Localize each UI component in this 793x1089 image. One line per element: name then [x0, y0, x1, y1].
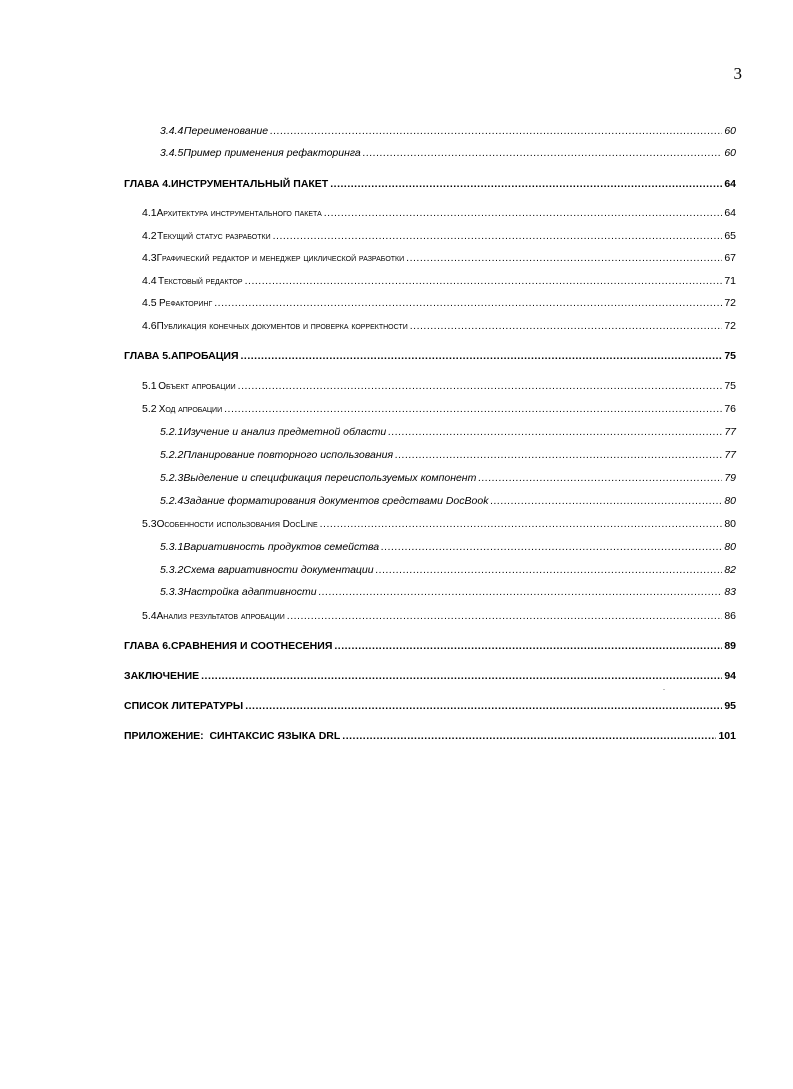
entry-title: Графический редактор и менеджер циклической разработки	[156, 253, 405, 264]
dot-leader	[324, 206, 723, 220]
dot-leader	[214, 296, 722, 310]
entry-page: 67	[724, 252, 736, 264]
toc-entry[interactable]	[124, 669, 736, 683]
entry-number: 5.2	[142, 403, 157, 415]
toc-entry[interactable]	[160, 425, 736, 439]
entry-title: Ход апробации	[158, 404, 223, 415]
entry-title: Задание форматирования документов средствами DocBook	[183, 495, 489, 507]
entry-title: Публикация конечных документов и проверка корректности	[156, 321, 408, 332]
entry-page: 76	[724, 403, 736, 415]
toc-entry[interactable]	[160, 585, 736, 599]
entry-page: 89	[724, 640, 736, 652]
dot-leader	[238, 379, 723, 393]
entry-number: ГЛАВА 4.	[124, 178, 171, 190]
dot-leader	[490, 494, 722, 508]
toc-entry[interactable]	[160, 494, 736, 508]
dot-leader	[287, 609, 723, 623]
toc-entry[interactable]	[160, 471, 736, 485]
entry-title: ПРИЛОЖЕНИЕ: СИНТАКСИС ЯЗЫКА DRL	[124, 730, 341, 742]
toc-entry[interactable]	[124, 177, 736, 191]
entry-number: ГЛАВА 6.	[124, 640, 171, 652]
dot-leader	[406, 251, 722, 265]
toc-entry[interactable]	[142, 206, 736, 221]
dot-leader	[273, 229, 723, 243]
dot-leader	[376, 563, 723, 577]
dot-leader	[201, 669, 722, 683]
entry-number: 4.3	[142, 252, 157, 264]
entry-page: 75	[724, 350, 736, 362]
entry-page: 72	[724, 297, 736, 309]
toc-entry[interactable]	[124, 699, 736, 713]
entry-title: Планирование повторного использования	[183, 449, 394, 461]
toc-entry[interactable]	[160, 124, 736, 138]
entry-number: 5.4	[142, 610, 157, 622]
entry-title: ЗАКЛЮЧЕНИЕ	[124, 670, 200, 682]
entry-page: 72	[724, 320, 736, 332]
dot-leader	[319, 585, 723, 599]
entry-title: Вариативность продуктов семейства	[183, 541, 380, 553]
dot-leader	[410, 319, 723, 333]
entry-number: 5.3.1	[160, 541, 184, 553]
entry-page: 80	[724, 518, 736, 530]
entry-number: 3.4.5	[160, 147, 184, 159]
entry-number: 5.2.3	[160, 472, 184, 484]
entry-page: 77	[724, 449, 736, 461]
entry-number: 4.5	[142, 297, 157, 309]
entry-page: 80	[724, 495, 736, 507]
toc-entry[interactable]	[142, 379, 736, 394]
entry-page: 95	[724, 700, 736, 712]
entry-page: 86	[724, 610, 736, 622]
toc-entry[interactable]	[160, 563, 736, 577]
entry-number: ГЛАВА 5.	[124, 350, 171, 362]
entry-title: Выделение и спецификация переиспользуемых компонент	[183, 472, 477, 484]
toc-entry[interactable]	[142, 319, 736, 334]
entry-number: 5.3	[142, 518, 157, 530]
dot-leader	[342, 729, 716, 743]
dot-leader	[245, 274, 723, 288]
scan-speck	[663, 689, 665, 690]
entry-title: Схема вариативности документации	[183, 564, 374, 576]
page-number: 3	[733, 64, 742, 83]
dot-leader	[330, 177, 722, 191]
entry-page: 64	[724, 207, 736, 219]
entry-number: 4.6	[142, 320, 157, 332]
entry-page: 60	[724, 147, 736, 159]
entry-title: Архитектура инструментального пакета	[156, 208, 322, 219]
entry-title: Пример применения рефакторинга	[183, 147, 361, 159]
toc-entry[interactable]	[142, 609, 736, 624]
dot-leader	[395, 448, 722, 462]
toc-entry[interactable]	[124, 639, 736, 653]
entry-page: 94	[724, 670, 736, 682]
entry-title: Текущий статус разработки	[157, 231, 271, 242]
entry-page: 79	[724, 472, 736, 484]
dot-leader	[320, 517, 723, 531]
toc-entry[interactable]	[142, 296, 736, 311]
entry-number: 5.2.2	[160, 449, 184, 461]
dot-leader	[224, 402, 722, 416]
entry-page: 80	[724, 541, 736, 553]
entry-number: 5.2.1	[160, 426, 184, 438]
entry-number: 4.1	[142, 207, 157, 219]
entry-page: 65	[724, 230, 736, 242]
toc-entry[interactable]	[124, 729, 736, 743]
entry-title: Рефакторинг	[159, 298, 213, 309]
entry-title: СПИСОК ЛИТЕРАТУРЫ	[124, 700, 244, 712]
entry-page: 64	[724, 178, 736, 190]
entry-title: Переименование	[183, 125, 269, 137]
entry-page: 83	[724, 586, 736, 598]
dot-leader	[478, 471, 722, 485]
entry-number: 5.2.4	[160, 495, 184, 507]
entry-title: Анализ результатов апробации	[156, 611, 285, 622]
entry-page: 60	[724, 125, 736, 137]
entry-title: АПРОБАЦИЯ	[170, 350, 239, 362]
dot-leader	[270, 124, 722, 138]
entry-page: 82	[724, 564, 736, 576]
dot-leader	[241, 349, 723, 363]
toc-entry[interactable]	[160, 448, 736, 462]
toc-entry[interactable]	[142, 517, 736, 532]
entry-title: Объект апробации	[158, 381, 236, 392]
entry-title: Настройка адаптивности	[183, 586, 317, 598]
entry-number: 3.4.4	[160, 125, 184, 137]
entry-number: 4.4	[142, 275, 157, 287]
entry-page: 77	[724, 426, 736, 438]
entry-title: Текстовый редактор	[158, 276, 243, 287]
dot-leader	[363, 146, 723, 160]
entry-number: 5.1	[142, 380, 157, 392]
toc-entry[interactable]	[142, 251, 736, 266]
entry-number: 4.2	[142, 230, 157, 242]
dot-leader	[245, 699, 722, 713]
entry-page: 71	[724, 275, 736, 287]
entry-title: СРАВНЕНИЯ И СООТНЕСЕНИЯ	[170, 640, 333, 652]
toc-entry[interactable]	[142, 274, 736, 289]
toc-entry[interactable]	[160, 146, 736, 160]
entry-number: 5.3.3	[160, 586, 184, 598]
dot-leader	[334, 639, 722, 653]
toc-entry[interactable]	[160, 540, 736, 554]
toc-entry[interactable]	[142, 229, 736, 244]
toc-entry[interactable]	[142, 402, 736, 417]
toc-entry[interactable]	[124, 349, 736, 363]
entry-title: Особенности использования DocLine	[156, 519, 318, 530]
entry-page: 101	[718, 730, 736, 742]
entry-title: Изучение и анализ предметной области	[183, 426, 387, 438]
entry-page: 75	[724, 380, 736, 392]
dot-leader	[388, 425, 722, 439]
entry-number: 5.3.2	[160, 564, 184, 576]
dot-leader	[381, 540, 722, 554]
entry-title: ИНСТРУМЕНТАЛЬНЫЙ ПАКЕТ	[170, 178, 329, 190]
